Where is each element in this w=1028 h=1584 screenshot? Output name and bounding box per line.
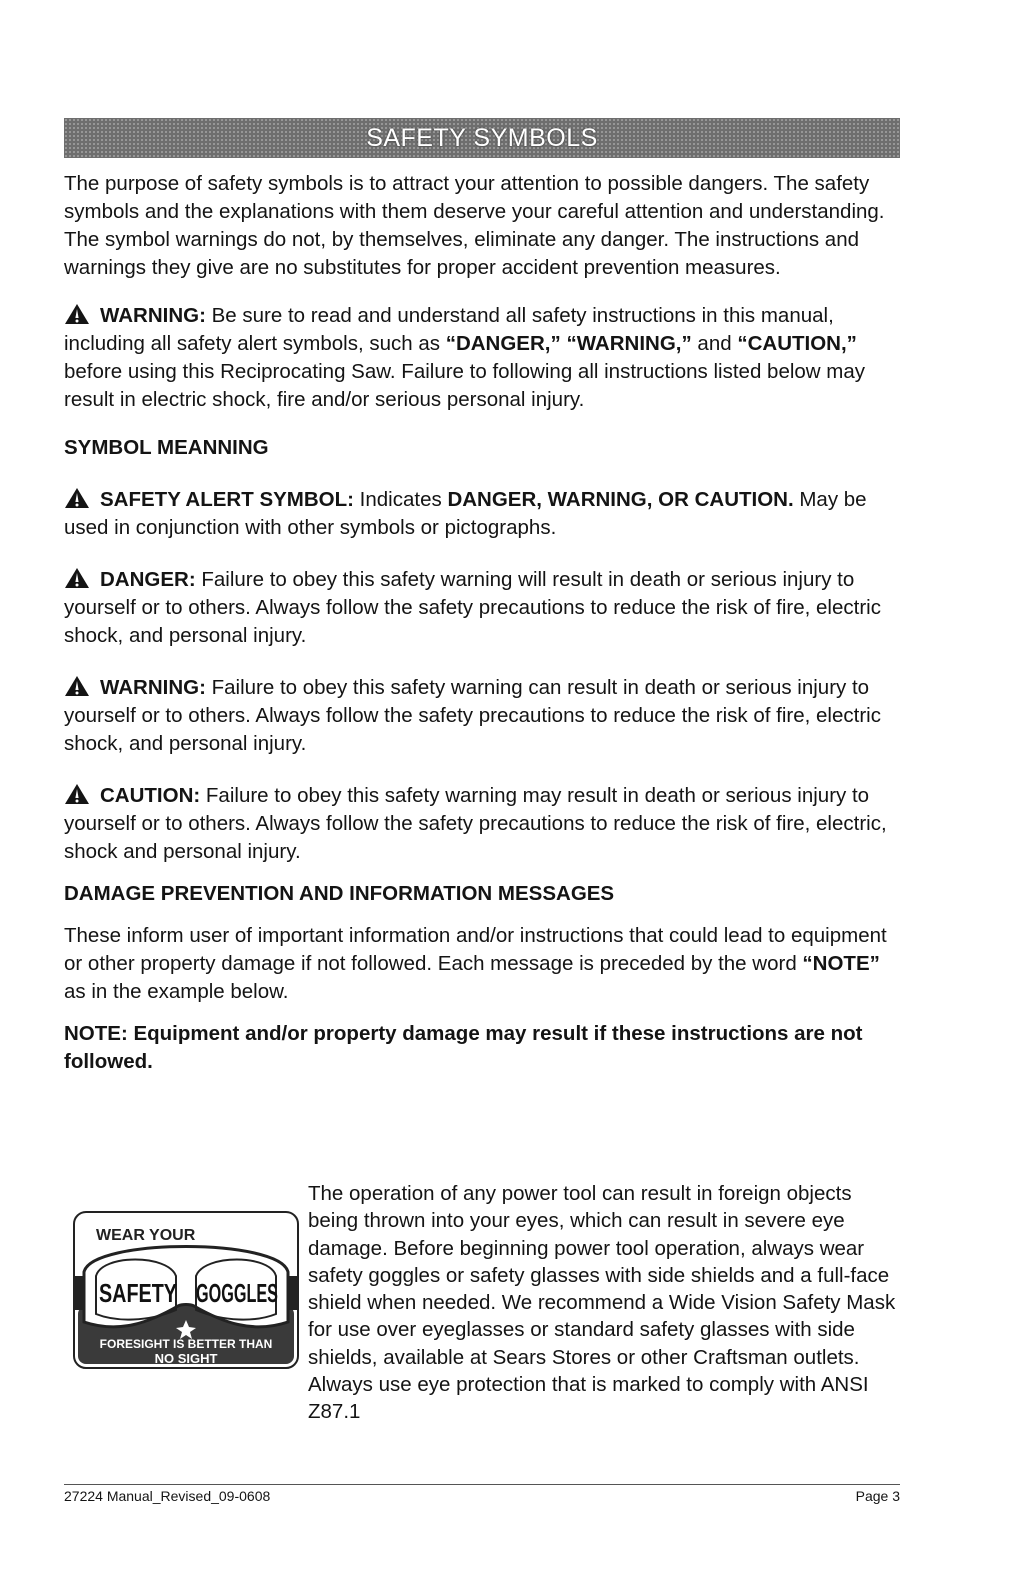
footer-divider <box>64 1484 900 1485</box>
warning-paragraph: WARNING: Be sure to read and understand all safety instructions in this manual, including all safety alert symbols, such as “DANGER,” “WARNING,” and “CAUTION,” before using this Reciprocating Saw. Failure to following all instructions listed below may result in electric shock, fire and/or serious personal injury. <box>64 304 866 411</box>
eye-protection-section <box>64 1180 900 1480</box>
footer-doc-id: 27224 Manual_Revised_09-0608 <box>64 1488 271 1504</box>
page-content <box>64 118 900 1076</box>
damage-paragraph: These inform user of important information and/or instructions that could lead to equipment or other property damage if not followed. Each message is preceded by the word “NOTE” as in the example below. <box>64 924 887 1003</box>
section-banner <box>64 118 900 158</box>
eye-protection-text: The operation of any power tool can result in foreign objects being thrown into your eyes, which can result in severe eye damage. Before beginning power tool operation, always wear safety goggles or safety glasses with side shields and a full-face shield when needed. We recommend a Wide Vision Safety Mask for use over eyeglasses or standard safety glasses with side shields, available at Sears Stores or other Craftsman outlets. Always use eye protection that is marked to comply with ANSI Z87.1 <box>308 1182 896 1424</box>
badge-line1: FORESIGHT IS BETTER THAN <box>99 1337 273 1351</box>
safety-alert-icon <box>64 675 90 697</box>
intro-paragraph: The purpose of safety symbols is to attract your attention to possible dangers. The safety symbols and the explanations with them deserve your careful attention and understanding. The symbol warnings do not, by themselves, eliminate any danger. The instructions and warnings they give are no substitutes for proper accident prevention measures. <box>64 172 885 279</box>
damage-heading: DAMAGE PREVENTION AND INFORMATION MESSAGES <box>64 882 615 905</box>
symbol-meaning-heading: SYMBOL MEANNING <box>64 436 269 459</box>
badge-right-word: GOGGLES <box>196 1278 278 1308</box>
note-paragraph: NOTE: Equipment and/or property damage may result if these instructions are not followed. <box>64 1022 863 1073</box>
badge-line2: NO SIGHT <box>154 1351 218 1366</box>
warning-label: WARNING: <box>100 304 206 327</box>
safety-alert-icon <box>64 303 90 325</box>
badge-left-word: SAFETY <box>99 1278 177 1308</box>
danger-paragraph: DANGER: Failure to obey this safety warning will result in death or serious injury to yourself or to others. Always follow the safety precautions to reduce the risk of fire, electric shock, and personal injury. <box>64 568 881 647</box>
safety-alert-icon <box>64 783 90 805</box>
banner-title: SAFETY SYMBOLS <box>366 123 598 152</box>
footer-page-number: Page 3 <box>855 1488 900 1504</box>
safety-goggles-badge <box>72 1210 300 1370</box>
badge-top-text: WEAR YOUR <box>96 1227 196 1244</box>
caution-paragraph: CAUTION: Failure to obey this safety warning may result in death or serious injury to yourself or to others. Always follow the safety precautions to reduce the risk of fire, electric, shock and personal injury. <box>64 784 887 863</box>
warning-definition-paragraph: WARNING: Failure to obey this safety warning can result in death or serious injury to yourself or to others. Always follow the safety precautions to reduce the risk of fire, electric shock, and personal injury. <box>64 676 881 755</box>
safety-alert-icon <box>64 487 90 509</box>
safety-alert-paragraph: SAFETY ALERT SYMBOL: Indicates DANGER, WARNING, OR CAUTION. May be used in conjunction with other symbols or pictographs. <box>64 488 867 539</box>
safety-alert-icon <box>64 567 90 589</box>
page-footer <box>64 1488 900 1504</box>
